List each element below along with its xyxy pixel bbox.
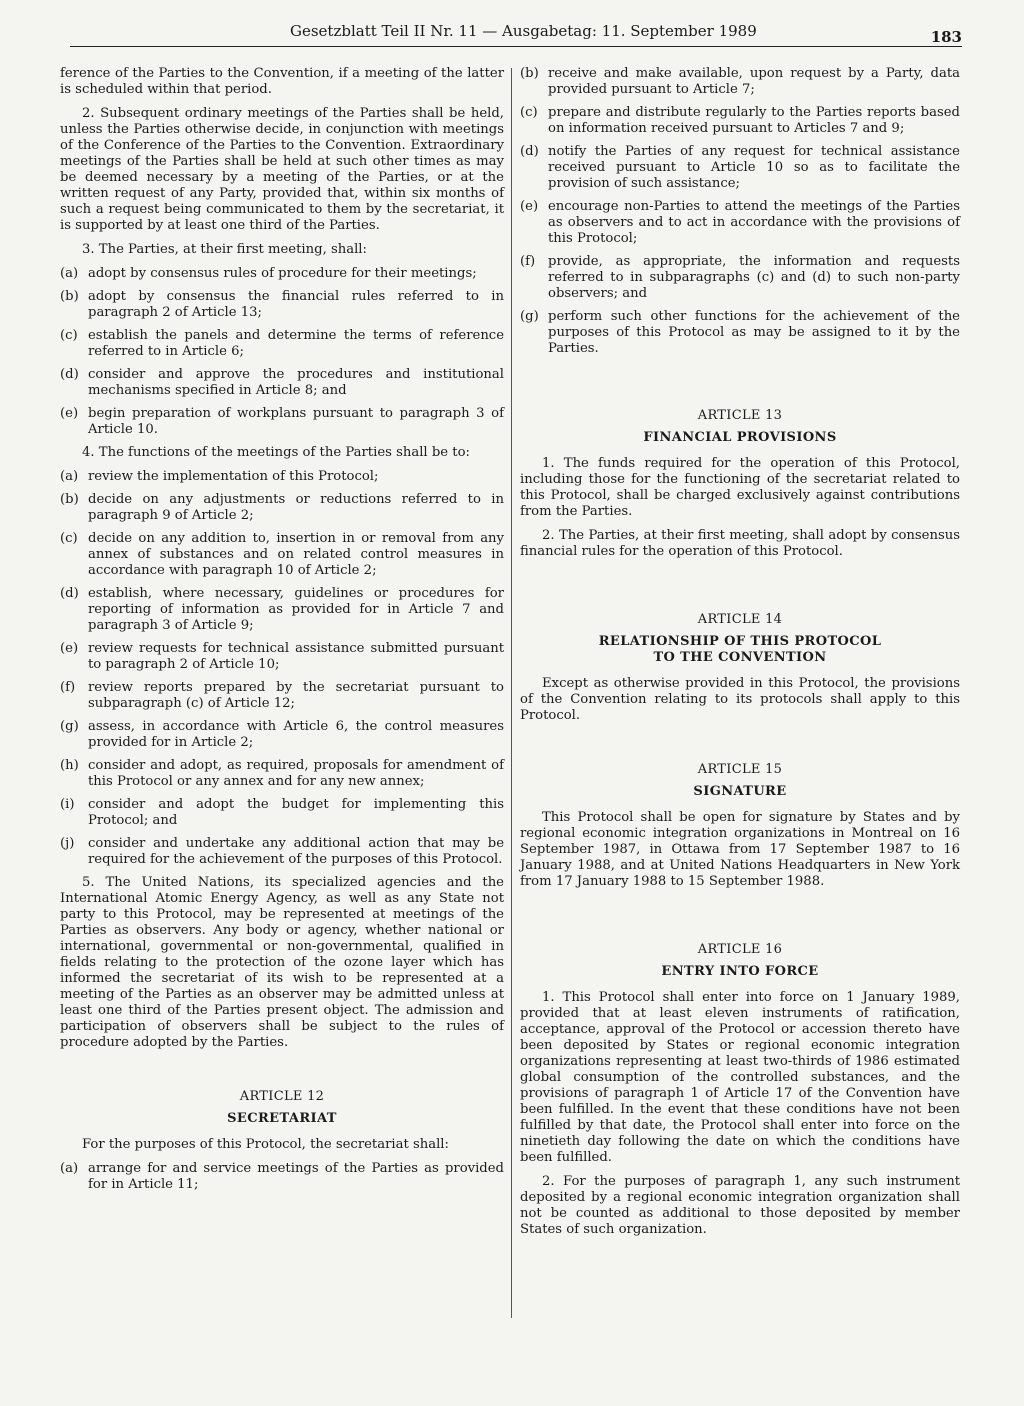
article-14-label: ARTICLE 14: [697, 612, 783, 627]
article-15-heading: SIGNATURE: [693, 784, 787, 799]
page-number: 183: [930, 28, 962, 46]
article-14-paragraph-1: Except as otherwise provided in this Protocol, the provisions of the Convention relating to its protocols shall apply to this Protocol.: [520, 676, 960, 723]
article-14-heading-line-1: RELATIONSHIP OF THIS PROTOCOL: [598, 634, 882, 649]
article-15-paragraph-1: This Protocol shall be open for signature by States and by regional economic integration organizations in Montreal on 16 September 1987, in Ottawa from 17 September 1987 to 16 January 1988, and at United Nations Headquarters in New York from 17 January 1988 to 15 September 1988.: [520, 810, 960, 889]
page-header: [70, 22, 962, 47]
list-item: (e) begin preparation of workplans pursuant to paragraph 3 of Article 10.: [60, 406, 504, 437]
list-item: (b) decide on any adjustments or reductions referred to in paragraph 9 of Article 2;: [60, 492, 504, 523]
column-divider: [511, 68, 512, 1318]
list-item: (g) assess, in accordance with Article 6, the control measures provided for in Article 2;: [60, 719, 504, 750]
list-item: (d) establish, where necessary, guidelines or procedures for reporting of information as provided for in Article 7 and paragraph 3 of Article 9;: [60, 586, 504, 633]
article-12-intro: For the purposes of this Protocol, the secretariat shall:: [82, 1137, 449, 1152]
list-item: (a) arrange for and service meetings of the Parties as provided for in Article 11;: [60, 1161, 504, 1192]
list-item: (a) adopt by consensus rules of procedure for their meetings;: [60, 266, 477, 281]
list-item: (b) adopt by consensus the financial rules referred to in paragraph 2 of Article 13;: [60, 289, 504, 320]
header-title: Gesetzblatt Teil II Nr. 11 — Ausgabetag: 11. September 1989: [290, 22, 757, 40]
article-16-label: ARTICLE 16: [697, 942, 783, 957]
article-13-paragraph-1: 1. The funds required for the operation of this Protocol, including those for the functioning of the secretariat related to this Protocol, shall be charged exclusively against contributions from the Parties.: [520, 456, 960, 519]
right-column: [520, 66, 960, 1246]
article-13-heading: FINANCIAL PROVISIONS: [643, 430, 837, 445]
list-item: (a) review the implementation of this Protocol;: [60, 469, 379, 484]
left-column: [60, 66, 504, 1200]
article-16-paragraph-2: 2. For the purposes of paragraph 1, any such instrument deposited by a regional economic integration organization shall not be counted as additional to those deposited by member States of such organization.: [520, 1174, 960, 1237]
list-item: (g) perform such other functions for the achievement of the purposes of this Protocol as may be assigned to it by the Parties.: [520, 309, 960, 356]
list-item: (f) review reports prepared by the secretariat pursuant to subparagraph (c) of Article 12;: [60, 680, 504, 711]
list-item: (b) receive and make available, upon request by a Party, data provided pursuant to Article 7;: [520, 66, 960, 97]
list-item: (c) establish the panels and determine the terms of reference referred to in Article 6;: [60, 328, 504, 359]
article-16-heading: ENTRY INTO FORCE: [661, 964, 819, 979]
list-item: (h) consider and adopt, as required, proposals for amendment of this Protocol or any annex and for any new annex;: [60, 758, 504, 789]
list-item: (i) consider and adopt the budget for implementing this Protocol; and: [60, 797, 504, 828]
list-item: (e) review requests for technical assistance submitted pursuant to paragraph 2 of Article 10;: [60, 641, 504, 672]
list-item: (f) provide, as appropriate, the information and requests referred to in subparagraphs (c) and (d) to such non-party observers; and: [520, 254, 960, 301]
paragraph-2: 2. Subsequent ordinary meetings of the Parties shall be held, unless the Parties otherwise decide, in conjunction with meetings of the Conference of the Parties to the Convention. Extraordinary meetings of the Parties shall be held at such other times as may be deemed necessary by a meeting of the Parties, or at the written request of any Party, provided that, within six months of such a request being communicated to them by the secretariat, it is supported by at least one third of the Parties.: [60, 106, 504, 233]
list-item: (j) consider and undertake any additional action that may be required for the achievement of the purposes of this Protocol.: [60, 836, 504, 867]
article-12-heading: SECRETARIAT: [227, 1111, 337, 1126]
paragraph-4: 4. The functions of the meetings of the Parties shall be to:: [82, 445, 470, 460]
article-15-label: ARTICLE 15: [697, 762, 783, 777]
list-item: (d) notify the Parties of any request for technical assistance received pursuant to Article 10 so as to facilitate the provision of such assistance;: [520, 144, 960, 191]
article-13-label: ARTICLE 13: [697, 408, 783, 423]
list-item: (c) prepare and distribute regularly to the Parties reports based on information received pursuant to Articles 7 and 9;: [520, 105, 960, 136]
article-16-paragraph-1: 1. This Protocol shall enter into force on 1 January 1989, provided that at least eleven instruments of ratification, acceptance, approval of the Protocol or accession thereto have been deposited by States or regional economic integration organizations representing at least two-thirds of 1986 estimated global consumption of the controlled substances, and the provisions of paragraph 1 of Article 17 of the Convention have been fulfilled. In the event that these conditions have not been fulfilled by that date, the Protocol shall enter into force on the ninetieth day following the date on which the conditions have been fulfilled.: [520, 990, 960, 1165]
paragraph-continuation: ference of the Parties to the Convention, if a meeting of the latter is scheduled within that period.: [60, 66, 504, 97]
article-13-paragraph-2: 2. The Parties, at their first meeting, shall adopt by consensus financial rules for the operation of this Protocol.: [520, 528, 960, 559]
list-item: (c) decide on any addition to, insertion in or removal from any annex of substances and on related control measures in accordance with paragraph 10 of Article 2;: [60, 531, 504, 578]
article-14-heading-line-2: TO THE CONVENTION: [653, 650, 827, 665]
paragraph-5: 5. The United Nations, its specialized agencies and the International Atomic Energy Agency, as well as any State not party to this Protocol, may be represented at meetings of the Parties as observers. Any body or agency, whether national or international, governmental or non-governmental, qualified in fields relating to the protection of the ozone layer which has informed the secretariat of its wish to be represented at a meeting of the Parties as an observer may be admitted unless at least one third of the Parties present object. The admission and participation of observers shall be subject to the rules of procedure adopted by the Parties.: [60, 875, 504, 1050]
paragraph-3: 3. The Parties, at their first meeting, shall:: [82, 242, 367, 257]
article-12-label: ARTICLE 12: [239, 1089, 325, 1104]
list-item: (d) consider and approve the procedures and institutional mechanisms specified in Article 8; and: [60, 367, 504, 398]
list-item: (e) encourage non-Parties to attend the meetings of the Parties as observers and to act in accordance with the provisions of this Protocol;: [520, 199, 960, 246]
